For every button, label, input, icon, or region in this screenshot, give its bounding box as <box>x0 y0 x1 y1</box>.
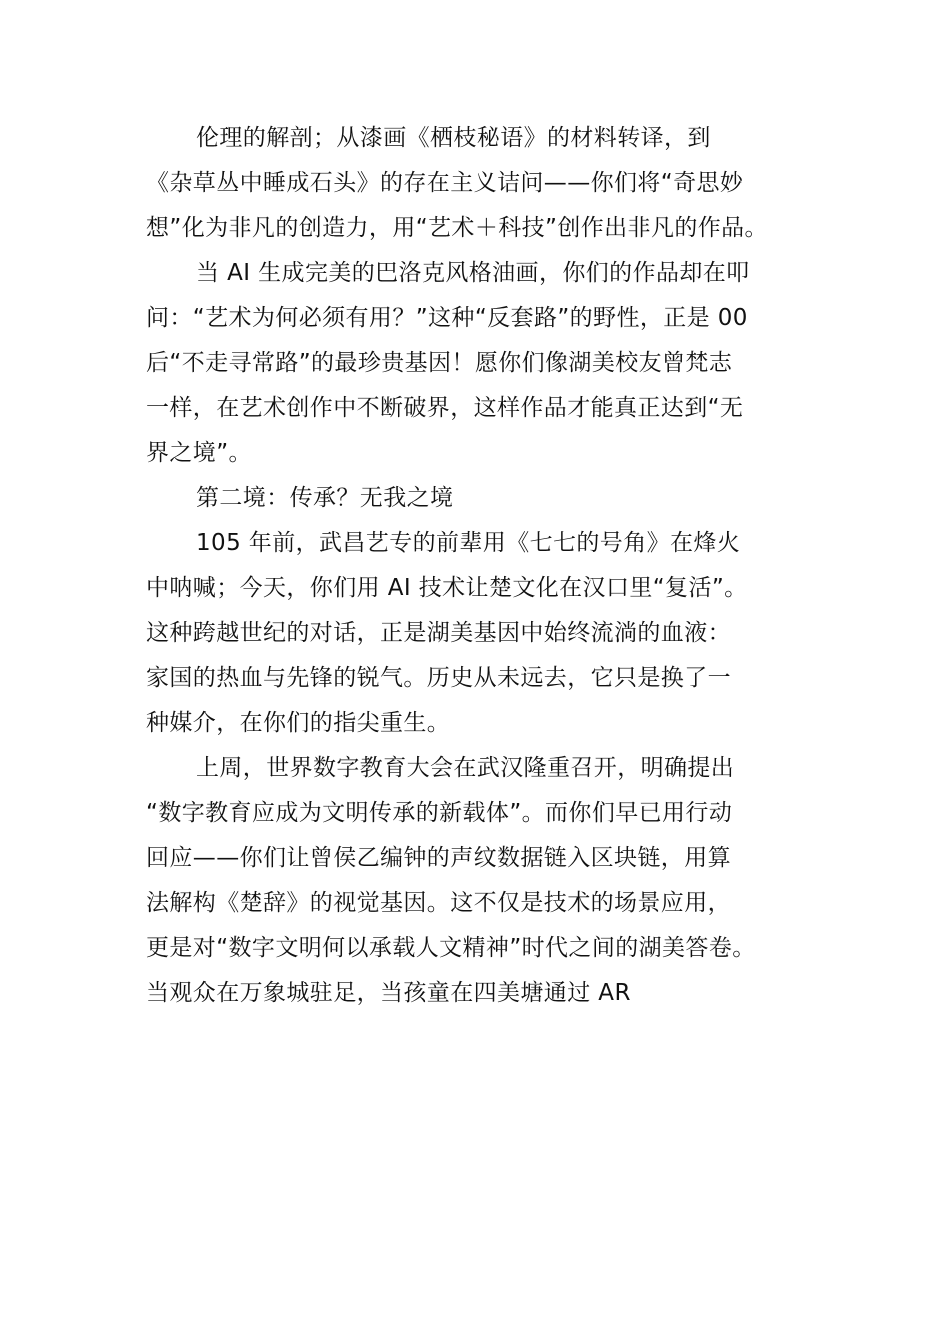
text-line-19: 更是对“数字文明何以承载人文精神”时代之间的湖美答卷。 <box>146 935 756 961</box>
text-line-20: 当观众在万象城驻足，当孩童在四美塘通过 AR <box>146 980 631 1006</box>
text-line-14: 种媒介，在你们的指尖重生。 <box>146 710 451 736</box>
text-line-16: “数字教育应成为文明传承的新载体”。而你们早已用行动 <box>146 800 733 826</box>
text-line-2: 《杂草丛中睡成石头》的存在主义诘问——你们将“奇思妙 <box>146 170 744 196</box>
text-line-11: 中呐喊；今天，你们用 AI 技术让楚文化在汉口里“复活”。 <box>146 575 748 601</box>
text-line-5: 问：“艺术为何必须有用？”这种“反套路”的野性，正是 00 <box>146 305 748 331</box>
text-line-10: 105 年前，武昌艺专的前辈用《七七的号角》在烽火 <box>196 530 741 556</box>
text-line-6: 后“不走寻常路”的最珍贵基因！愿你们像湖美校友曾梵志 <box>146 350 733 376</box>
text-line-7: 一样，在艺术创作中不断破界，这样作品才能真正达到“无 <box>146 395 744 421</box>
section-heading: 第二境：传承？无我之境 <box>196 485 454 511</box>
text-line-1: 伦理的解剖；从漆画《栖枝秘语》的材料转译，到 <box>196 125 711 151</box>
text-line-13: 家国的热血与先锋的锐气。历史从未远去，它只是换了一 <box>146 665 731 691</box>
text-line-8: 界之境”。 <box>146 440 252 466</box>
text-line-12: 这种跨越世纪的对话，正是湖美基因中始终流淌的血液： <box>146 620 731 646</box>
text-line-4: 当 AI 生成完美的巴洛克风格油画，你们的作品却在叩 <box>196 260 750 286</box>
text-line-3: 想”化为非凡的创造力，用“艺术＋科技”创作出非凡的作品。 <box>146 215 768 241</box>
text-line-18: 法解构《楚辞》的视觉基因。这不仅是技术的场景应用， <box>146 890 731 916</box>
text-line-17: 回应——你们让曾侯乙编钟的声纹数据链入区块链，用算 <box>146 845 731 871</box>
text-line-15: 上周，世界数字教育大会在武汉隆重召开，明确提出 <box>196 755 735 781</box>
